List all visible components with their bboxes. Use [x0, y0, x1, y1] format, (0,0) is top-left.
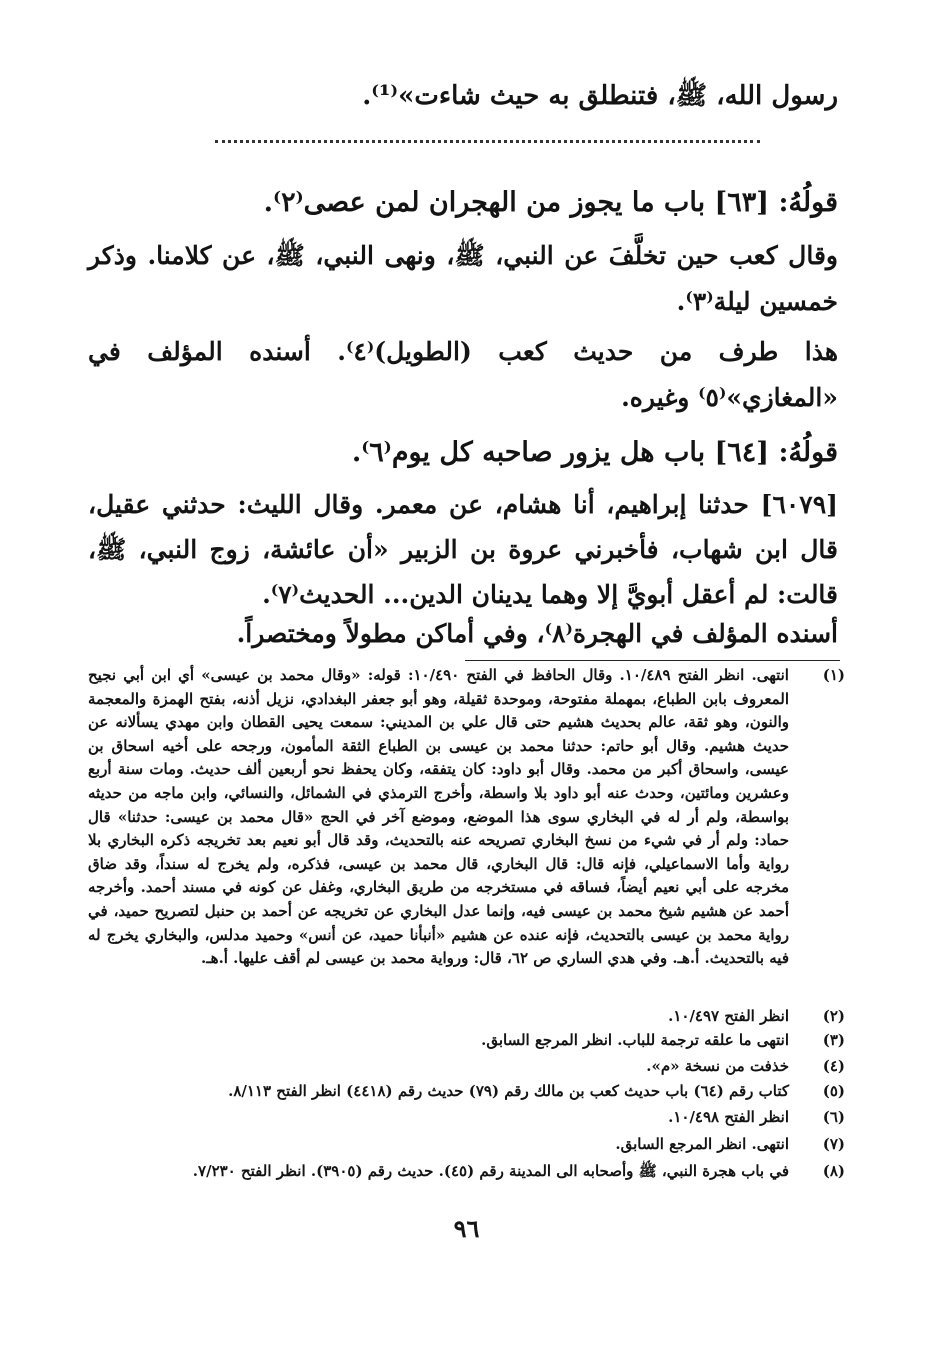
footnote-number: (٨) [822, 1162, 845, 1180]
chapter-heading-64: قولُهُ: [٦٤] باب هل يزور صاحبه كل يوم⁽٦⁾. [351, 437, 838, 468]
chapter-63-paragraph-2: هذا طرف من حديث كعب (الطويل)⁽٤⁾. أسنده المؤلف في «المغازي»⁽٥⁾ وغيره. [88, 337, 838, 412]
footnote-6 [88, 1106, 845, 1130]
footnote-text: خذفت من نسخة «م». [646, 1057, 789, 1075]
footnote-5 [88, 1080, 845, 1104]
chapter-heading-63: قولُهُ: [٦٣] باب ما يجوز من الهجران لمن عصى⁽٢⁾. [263, 187, 838, 218]
footnote-text: انظر الفتح ١٠/٤٩٧. [668, 1007, 789, 1025]
footnote-number: (٦) [822, 1108, 845, 1126]
footnote-4 [88, 1055, 845, 1079]
footnote-text: انتهى. انظر الفتح ١٠/٤٨٩. وقال الحافظ في الفتح ١٠/٤٩٠: قوله: «وقال محمد بن عيسى» أي ابن أبي نجيح المعروف بابن الطباع، بمهملة مفتوحة، وموحدة ثقيلة، وهو أبو جعفر البغدادي، نزيل أذنه، بفتح الهمزة والمعجمة والنون، وهو ثقة، عالم بحديث هشيم حتى قال علي بن المديني: سمعت يحيى القطان وابن مهدي يسألانه عن حديث هشيم. وقال أبو حاتم: حدثنا محمد بن عيسى بن الطباع الثقة المأمون، ورجحه على أخيه اسحاق بن عيسى، واسحاق أكبر من محمد. وقال أبو داود: كان يتفقه، وكان يحفظ نحو أربعين ألف حديث. ومات سنة أربع وعشرين ومائتين، وحدث عنه أبو داود بلا واسطة، وأخرج الترمذي في الشمائل، والنسائي، وابن ماجه من حديثه بواسطة، ولم أر له في البخاري سوى هذا الموضع، وموضع آخر في الحج «قال محمد بن عيسى: حدثنا» قال حماد: ولم أر في شيء من نسخ البخاري تصريحه عنه بالتحديث، وقد قال أبو نعيم بعد تخريجه ذكره البخاري بلا رواية وأما الاسماعيلي، فإنه قال: قال البخاري، قال محمد بن عيسى، فذكره، ولم يخرج له سنداً، وقد ضاق مخرجه على أبي نعيم أيضاً، فساقه في مستخرجه من طريق البخاري، وغفل عن كونه في مسند أحمد. وأخرجه أحمد عن هشيم شيخ محمد بن عيسى فيه، وإنما عدل البخاري عن تخريجه عن أحمد بن حنبل لتصريح حميد، في رواية محمد بن عيسى بالتحديث، فإنه عنده عن هشيم «أنبأنا حميد، عن أنس» وحميد مدلس، والبخاري يخرج له فيه بالتحديث. أ.هـ. وفي هدي الساري ص ٦٢، قال: ورواية محمد بن عيسى لم أقف عليها. أ.هـ. [88, 666, 789, 968]
footnote-text: انتهى. انظر المرجع السابق. [615, 1135, 789, 1153]
section-separator-dots [215, 140, 760, 143]
footnote-2 [88, 1005, 845, 1029]
hadith-6079-paragraph: [٦٠٧٩] حدثنا إبراهيم، أنا هشام، عن معمر. وقال الليث: حدثني عقيل، قال ابن شهاب، فأخبرني عروة بن الزبير «أن عائشة، زوج النبي، ﷺ، قالت: لم أعقل أبويَّ إلا وهما يدينان الدين... الحديث⁽٧⁾. [88, 490, 838, 609]
footnote-divider [465, 660, 840, 661]
footnote-number: (٥) [822, 1082, 845, 1100]
footnote-number: (٢) [822, 1007, 845, 1025]
footnote-3 [88, 1029, 845, 1053]
footnote-text: في باب هجرة النبي، ﷺ وأصحابه الى المدينة رقم (٤٥). حديث رقم (٣٩٠٥). انظر الفتح ٧/٢٣٠. [192, 1162, 789, 1180]
footnote-text: انتهى ما علقه ترجمة للباب. انظر المرجع السابق. [481, 1031, 789, 1049]
footnote-1 [88, 664, 845, 971]
footnote-text: انظر الفتح ١٠/٤٩٨. [668, 1108, 789, 1126]
footnote-number: (٤) [822, 1057, 845, 1075]
footnote-text: كتاب رقم (٦٤) باب حديث كعب بن مالك رقم (٧٩) حديث رقم (٤٤١٨) انظر الفتح ٨/١١٣. [228, 1082, 789, 1100]
page-number: ٩٦ [453, 1214, 480, 1243]
footnote-8 [88, 1160, 845, 1184]
footnote-number: (١) [822, 666, 845, 684]
footnote-7 [88, 1133, 845, 1157]
hadith-6079-note: أسنده المؤلف في الهجرة⁽٨⁾، وفي أماكن مطولاً ومختصراً. [236, 619, 838, 648]
continuation-line: رسول الله، ﷺ، فتنطلق به حيث شاءت»⁽¹⁾. [362, 81, 838, 111]
chapter-63-paragraph-1: وقال كعب حين تخلَّفَ عن النبي، ﷺ، ونهى النبي، ﷺ، عن كلامنا. وذكر خمسين ليلة⁽٣⁾. [88, 241, 838, 316]
footnote-number: (٧) [822, 1135, 845, 1153]
footnote-number: (٣) [822, 1031, 845, 1049]
